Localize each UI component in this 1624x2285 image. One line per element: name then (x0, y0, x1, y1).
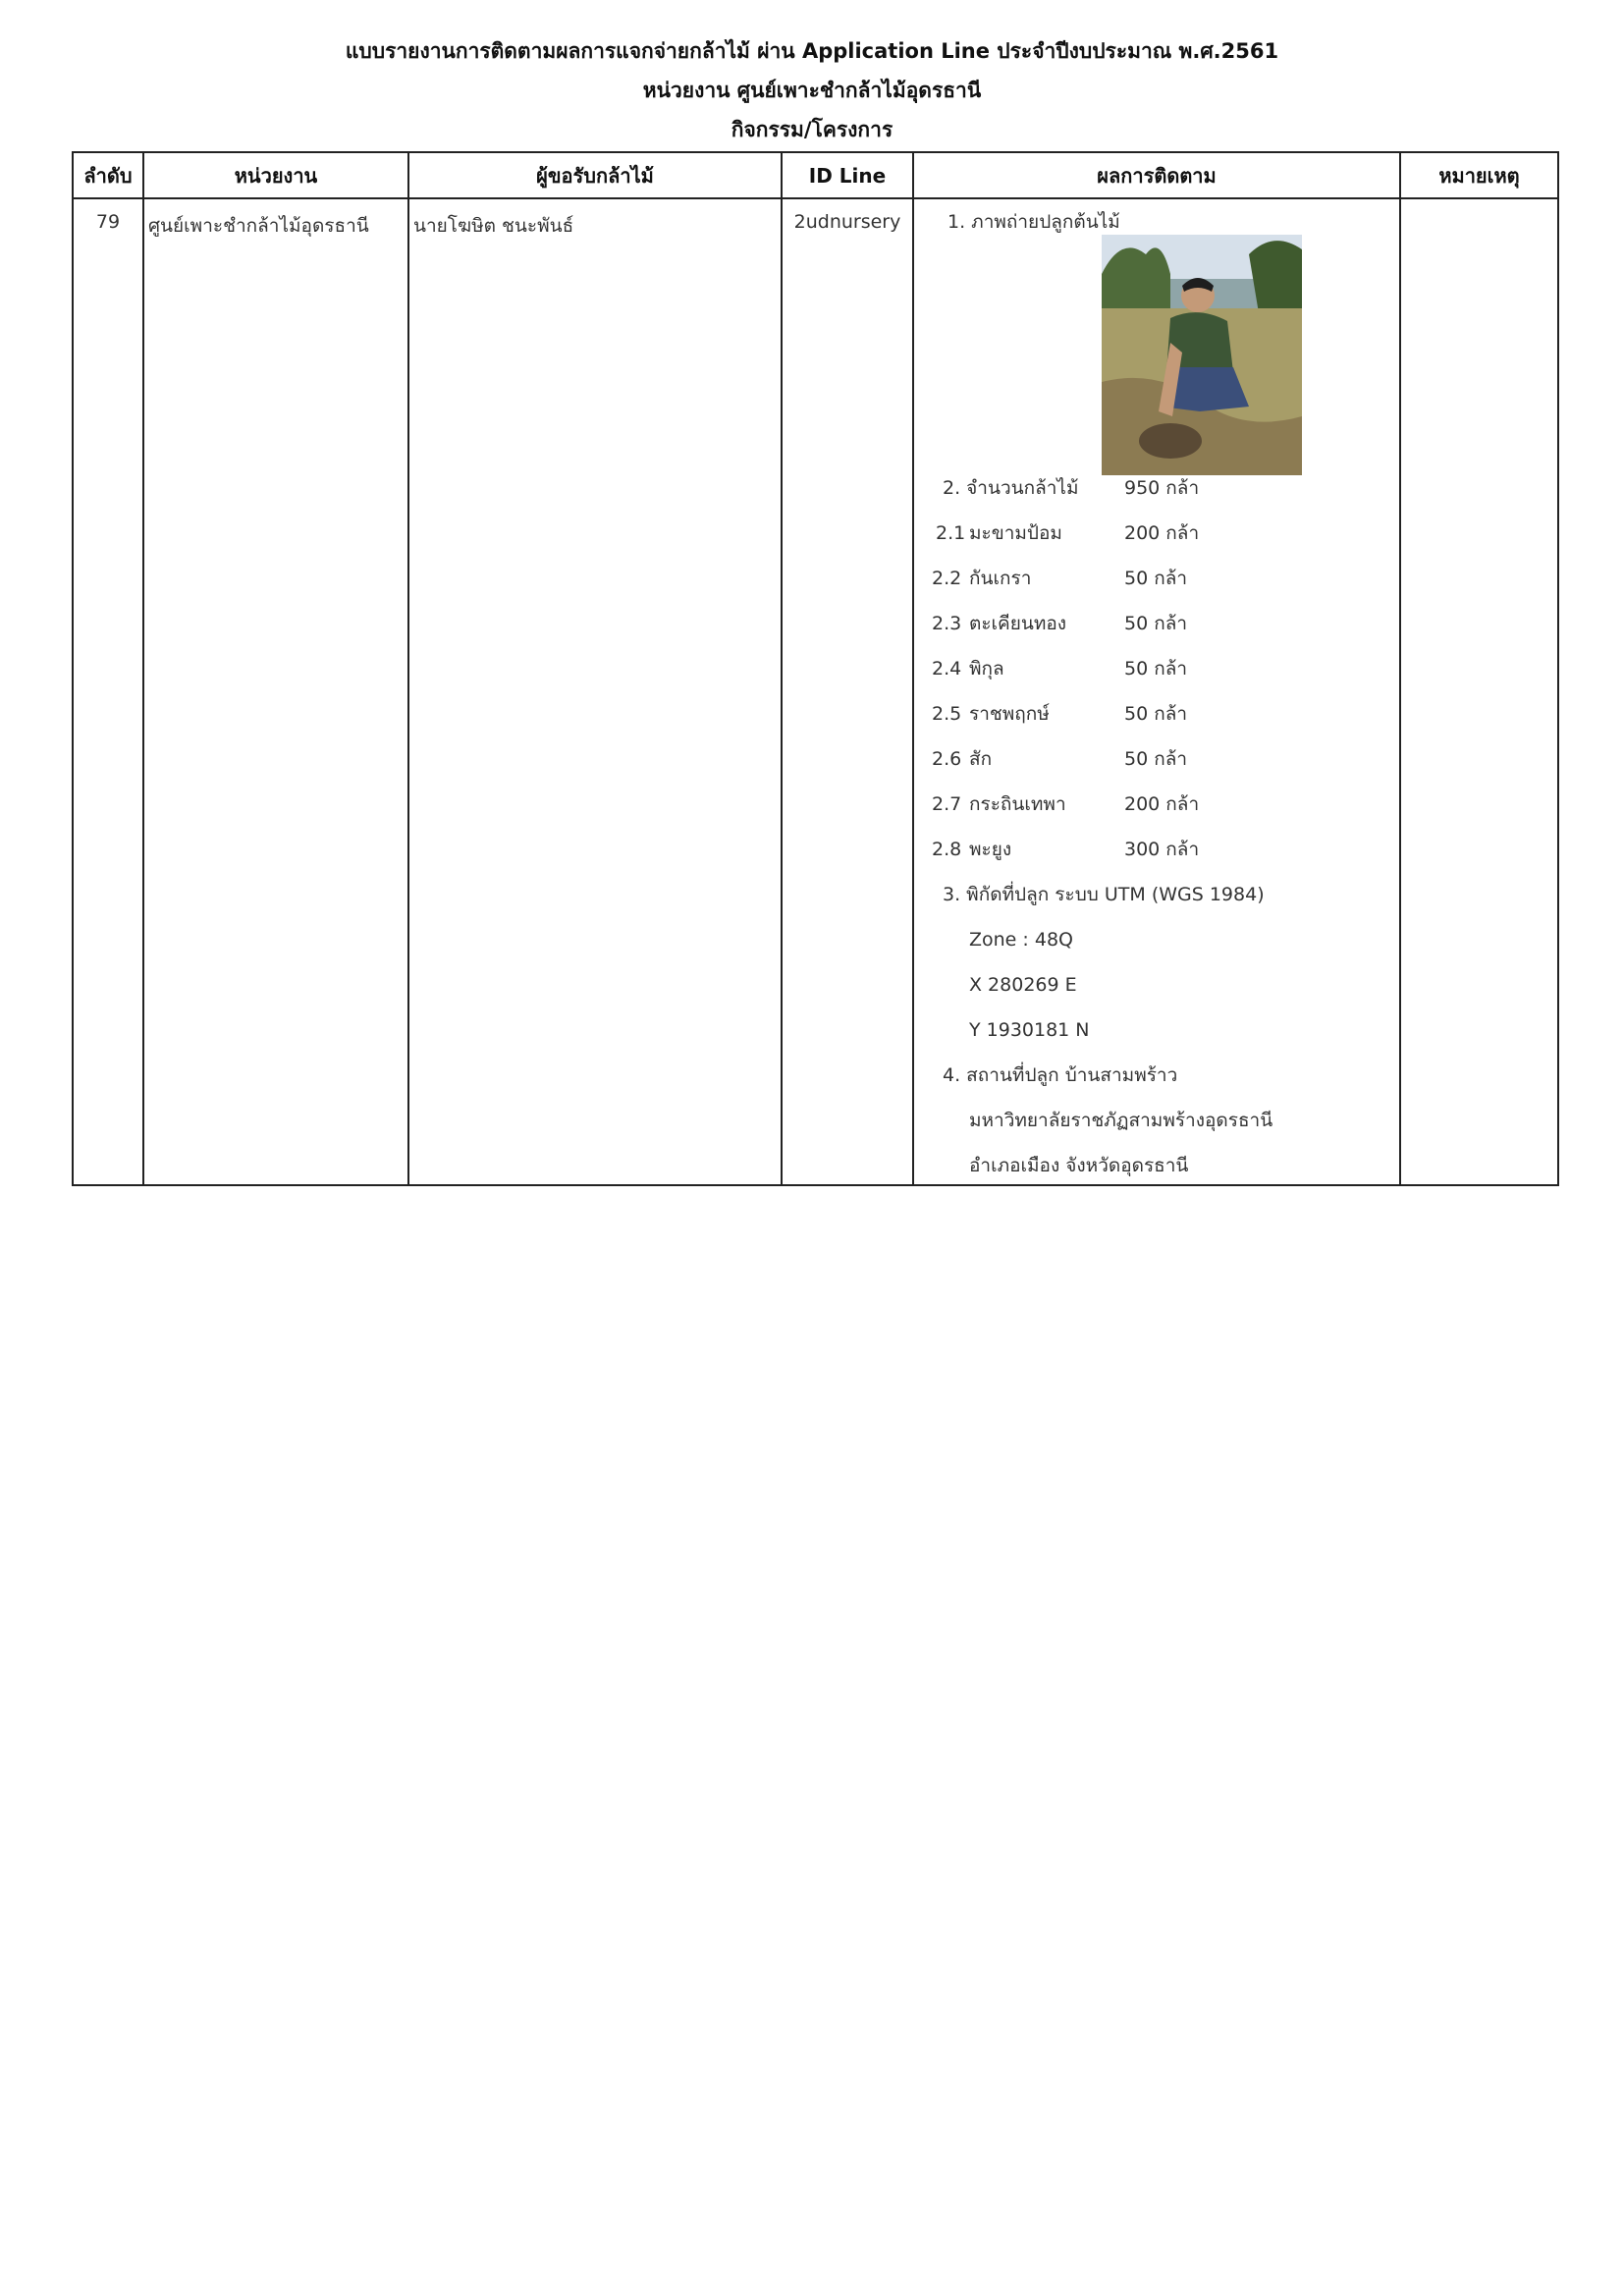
species-qty: 50 กล้า (1124, 703, 1188, 725)
cell-requester: นายโฆษิต ชนะพันธ์ (408, 198, 782, 1185)
species-num: 2.7 (932, 793, 962, 815)
activity-title: กิจกรรม/โครงการ (731, 118, 893, 141)
report-titles (0, 31, 1624, 149)
utm-zone: Zone : 48Q (969, 929, 1073, 951)
species-name: ราชพฤกษ์ (969, 703, 1050, 725)
species-qty: 50 กล้า (1124, 613, 1188, 634)
species-name: กันเกรา (969, 568, 1032, 589)
species-num: 2.5 (932, 703, 962, 725)
species-name: กระถินเทพา (969, 793, 1066, 815)
species-qty: 50 กล้า (1124, 568, 1188, 589)
location-line2: มหาวิทยาลัยราชภัฏสามพร้างอุดรธานี (969, 1110, 1273, 1131)
header-id-line: ID Line (782, 152, 913, 198)
species-name: พะยูง (969, 839, 1012, 860)
species-num: 2.2 (932, 568, 962, 589)
species-name: ตะเคียนทอง (969, 613, 1067, 634)
table-row (73, 198, 1558, 1185)
planting-photo-image (1102, 235, 1302, 475)
cell-id-line: 2udnursery (782, 198, 913, 1185)
location-label: 4. สถานที่ปลูก บ้านสามพร้าว (943, 1064, 1178, 1086)
species-name: มะขามป้อม (969, 522, 1062, 544)
species-num: 2.1 (936, 522, 966, 544)
species-num: 2.3 (932, 613, 962, 634)
count-label: 2. จำนวนกล้าไม้ (943, 477, 1079, 499)
cell-agency: ศูนย์เพาะชำกล้าไม้อุดรธานี (143, 198, 408, 1185)
location-line3: อำเภอเมือง จังหวัดอุดรธานี (969, 1155, 1189, 1176)
species-name: สัก (969, 748, 993, 770)
photo-label: 1. ภาพถ่ายปลูกต้นไม้ (947, 211, 1120, 233)
cell-no: 79 (73, 198, 143, 1185)
header-result: ผลการติดตาม (913, 152, 1400, 198)
table-header-row (73, 152, 1558, 198)
species-qty: 300 กล้า (1124, 839, 1200, 860)
report-table (72, 151, 1559, 1186)
species-num: 2.8 (932, 839, 962, 860)
species-name: พิกุล (969, 658, 1004, 680)
header-remark: หมายเหตุ (1400, 152, 1558, 198)
header-requester: ผู้ขอรับกล้าไม้ (408, 152, 782, 198)
header-agency: หน่วยงาน (143, 152, 408, 198)
header-no: ลำดับ (73, 152, 143, 198)
report-title: แบบรายงานการติดตามผลการแจกจ่ายกล้าไม้ ผ่าน Application Line ประจำปีงบประมาณ พ.ศ.2561 (345, 39, 1279, 63)
species-num: 2.4 (932, 658, 962, 680)
species-qty: 200 กล้า (1124, 522, 1200, 544)
agency-title: หน่วยงาน ศูนย์เพาะชำกล้าไม้อุดรธานี (642, 79, 982, 102)
species-qty: 200 กล้า (1124, 793, 1200, 815)
cell-result (913, 198, 1400, 1185)
species-num: 2.6 (932, 748, 962, 770)
coord-label: 3. พิกัดที่ปลูก ระบบ UTM (WGS 1984) (943, 884, 1265, 905)
planting-photo (1102, 235, 1302, 475)
utm-x: X 280269 E (969, 974, 1077, 996)
cell-remark (1400, 198, 1558, 1185)
utm-y: Y 1930181 N (969, 1019, 1090, 1041)
count-value: 950 กล้า (1124, 477, 1200, 499)
species-qty: 50 กล้า (1124, 658, 1188, 680)
species-qty: 50 กล้า (1124, 748, 1188, 770)
